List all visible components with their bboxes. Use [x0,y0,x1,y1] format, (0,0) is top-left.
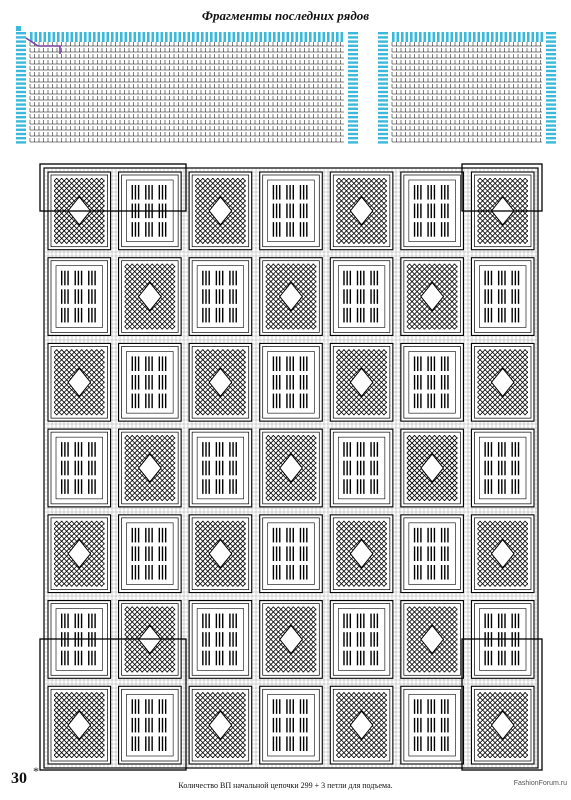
footer-note: Количество ВП начальной цепочки 299 + 3 петли для подъема. [178,781,393,790]
motif-window-block [189,601,252,679]
stitch-grid [30,42,344,142]
motif-window-block [260,515,323,593]
motif-window-block [330,429,393,507]
main-chart-svg [38,162,544,774]
last-rows-fragment-right [376,26,558,150]
page-number: 30 [11,770,27,787]
column-ruler [392,32,543,42]
page-title: Фрагменты последних рядов [201,8,370,23]
main-crochet-chart [38,162,544,774]
motif-window-block [119,343,182,421]
motif-window-block [119,686,182,764]
motif-window-block [189,258,252,336]
motif-window-block [330,601,393,679]
fragment-chart-right [376,26,558,150]
watermark: FashionForum.ru [513,780,567,787]
motif-window-block [401,172,464,250]
start-marker: * [33,764,39,778]
motif-window-block [401,515,464,593]
motif-window-block [330,258,393,336]
motif-window-block [471,429,534,507]
fragment-chart-left [14,26,360,150]
column-ruler [30,32,343,42]
stitch-grid [392,42,542,142]
motif-window-block [260,172,323,250]
motif-window-block [401,686,464,764]
motif-window-block [48,429,111,507]
start-square-icon [16,26,21,31]
motif-window-block [119,515,182,593]
motif-window-block [401,343,464,421]
last-rows-fragment-left [14,26,360,150]
motif-window-block [260,686,323,764]
motif-window-block [189,429,252,507]
motif-window-block [48,258,111,336]
motif-window-block [260,343,323,421]
motif-window-block [471,258,534,336]
